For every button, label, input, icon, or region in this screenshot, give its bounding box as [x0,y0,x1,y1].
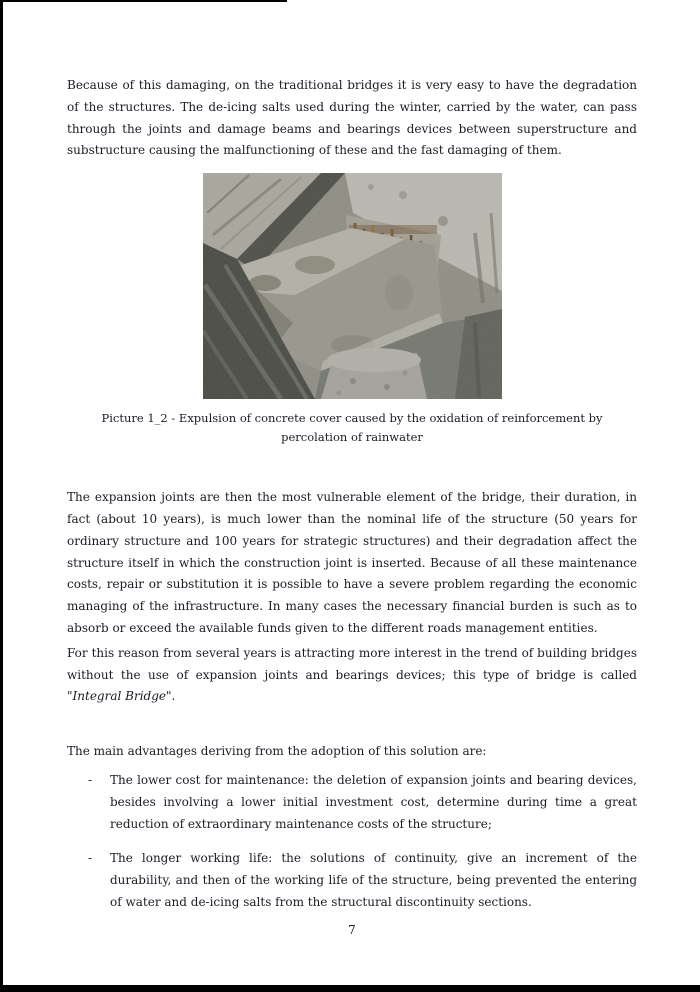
list-item [67,848,637,913]
paragraph-text: For this reason from several years is attracting more interest in the trend of building bridges without the use of expansion joints and bearings devices; this type of bridge is called " [67,645,637,704]
page-number: 7 [348,922,356,937]
figure-caption: Picture 1_2 - Expulsion of concrete cover caused by the oxidation of reinforcement by percolation of rainwater [101,411,603,445]
advantages-list [67,770,637,914]
list-item-text: The lower cost for maintenance: the deletion of expansion joints and bearing devices, besides involving a lower initial investment cost, determine during time a great reduction of extraordinary maintenance costs of the structure; [110,772,637,831]
expansion-joints-paragraph: The expansion joints are then the most vulnerable element of the bridge, their duration, in fact (about 10 years), is much lower than the nominal life of the structure (50 years for ordinary structure and 100 years for strategic structures) and their degradation affect the structure itself in which the construction joint is inserted. Because of all these maintenance costs, repair or substitution it is possible to have a severe problem regarding the economic managing of the infrastructure. In many cases the necessary financial burden is such as to absorb or exceed the available funds given to the different roads management entities. [67,490,637,635]
list-item-text: The longer working life: the solutions of continuity, give an increment of the durability, and then of the working life of the structure, being prevented the entering of water and de-icing salts from the structural discontinuity sections. [110,851,637,909]
integral-bridge-term: Integral Bridge [72,689,167,704]
document-page [3,0,700,985]
list-marker: - [88,772,93,787]
advantages-lead-paragraph: The main advantages deriving from the adoption of this solution are: [67,744,487,759]
paragraph-text: ". [166,689,176,704]
figure [67,173,637,447]
list-marker: - [88,851,93,866]
list-item [67,770,637,835]
bridge-damage-photo [203,173,502,399]
scan-top-edge-artifact [0,0,287,2]
integral-bridge-paragraph [67,643,637,708]
intro-paragraph: Because of this damaging, on the traditional bridges it is very easy to have the degradation of the structures. The de-icing salts used during the winter, carried by the water, can pass through the joints and damage beams and bearings devices between superstructure and substructure causing the malfunctioning of these and the fast damaging of them. [67,78,637,158]
page-content [67,0,637,942]
